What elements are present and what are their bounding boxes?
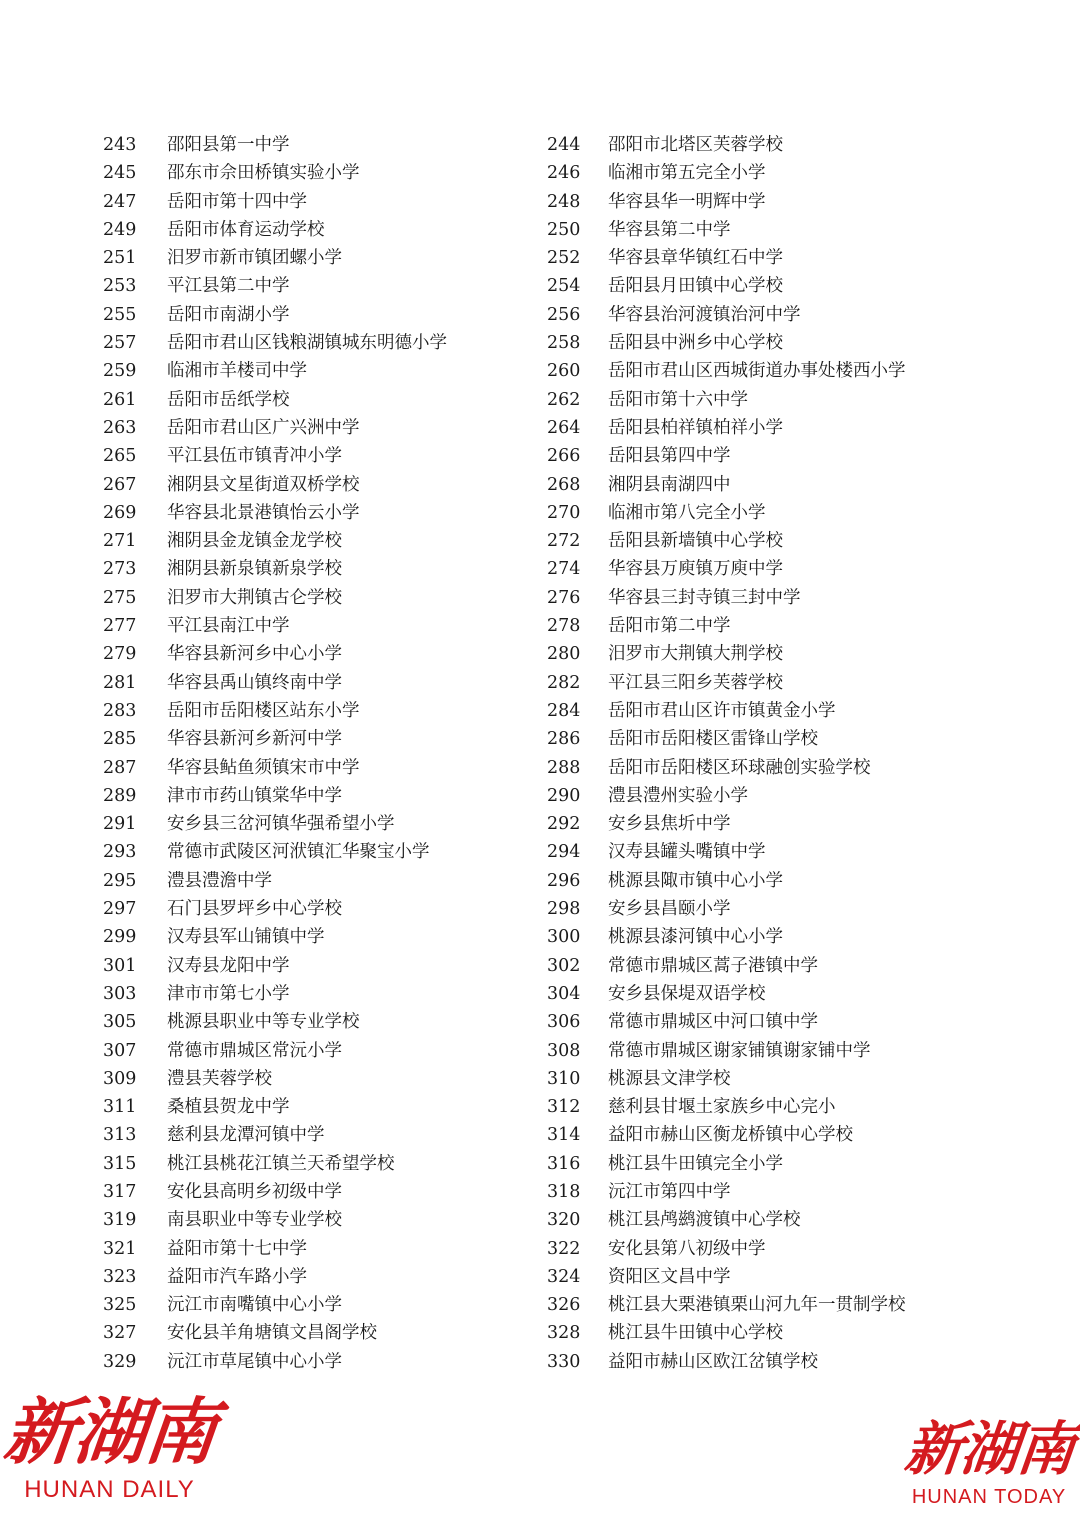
list-row: [0, 838, 1080, 866]
school-name: 岳阳市君山区广兴洲中学: [167, 417, 360, 438]
list-row: [0, 923, 1080, 951]
school-name: 临湘市第五完全小学: [608, 163, 766, 184]
school-name: 平江县三阳乡芙蓉学校: [608, 672, 783, 693]
school-name: 湘阴县南湖四中: [608, 474, 731, 495]
item-number: 325: [103, 1295, 137, 1316]
school-name: 岳阳市君山区钱粮湖镇城东明德小学: [167, 333, 447, 354]
list-row: [0, 1206, 1080, 1234]
school-name: 邵阳市北塔区芙蓉学校: [608, 135, 783, 155]
item-number: 272: [547, 531, 581, 552]
school-name: 湘阴县金龙镇金龙学校: [167, 531, 342, 552]
list-item: [0, 1291, 1080, 1319]
school-name: 汉寿县龙阳中学: [167, 955, 290, 976]
list-item: [0, 188, 1080, 216]
list-row: [0, 1093, 1080, 1121]
logo-left-english: HUNAN DAILY: [24, 1476, 195, 1503]
list-row: [0, 244, 1080, 272]
school-name: 沅江市第四中学: [608, 1181, 731, 1202]
list-row: [0, 1150, 1080, 1178]
item-number: 306: [547, 1012, 581, 1033]
school-name: 湘阴县新泉镇新泉学校: [167, 559, 342, 580]
item-number: 253: [103, 276, 137, 297]
school-name: 桃江县大栗港镇栗山河九年一贯制学校: [608, 1295, 906, 1316]
school-name: 桃源县陬市镇中心小学: [608, 870, 783, 891]
list-item: [0, 159, 1080, 187]
item-number: 318: [547, 1181, 581, 1202]
school-name: 邵东市佘田桥镇实验小学: [167, 163, 360, 184]
item-number: 328: [547, 1323, 581, 1344]
list-row: [0, 442, 1080, 470]
school-name: 沅江市南嘴镇中心小学: [167, 1295, 342, 1316]
list-item: [0, 669, 1080, 697]
list-row: [0, 895, 1080, 923]
school-name: 岳阳市第十四中学: [167, 191, 307, 212]
list-row: [0, 527, 1080, 555]
list-item: [0, 471, 1080, 499]
school-name: 岳阳市第二中学: [608, 616, 731, 637]
school-name: 安乡县三岔河镇华强希望小学: [167, 814, 395, 835]
list-row: [0, 471, 1080, 499]
school-name: 华容县三封寺镇三封中学: [608, 587, 801, 608]
item-number: 276: [547, 587, 581, 608]
list-row: [0, 499, 1080, 527]
list-row: [0, 867, 1080, 895]
item-number: 284: [547, 700, 581, 721]
school-name: 常德市武陵区河洑镇汇华聚宝小学: [167, 842, 430, 863]
item-number: 271: [103, 531, 137, 552]
list-item: [0, 1319, 1080, 1347]
item-number: 298: [547, 899, 581, 920]
item-number: 316: [547, 1153, 581, 1174]
list-item: [0, 895, 1080, 923]
item-number: 275: [103, 587, 137, 608]
list-row: [0, 386, 1080, 414]
item-number: 246: [547, 163, 581, 184]
list-item: [0, 442, 1080, 470]
list-row: [0, 1235, 1080, 1263]
list-item: [0, 612, 1080, 640]
item-number: 301: [103, 955, 137, 976]
school-name: 汉寿县罐头嘴镇中学: [608, 842, 766, 863]
school-name: 桃江县鸬鹚渡镇中心学校: [608, 1210, 801, 1231]
list-row: [0, 980, 1080, 1008]
school-name: 华容县华一明辉中学: [608, 191, 766, 212]
list-row: [0, 272, 1080, 300]
list-row: [0, 1291, 1080, 1319]
list-row: [0, 216, 1080, 244]
school-name: 桃源县漆河镇中心小学: [608, 927, 783, 948]
list-row: [0, 1121, 1080, 1149]
school-name: 湘阴县文星街道双桥学校: [167, 474, 360, 495]
school-name: 澧县芙蓉学校: [167, 1068, 272, 1089]
list-item: [0, 782, 1080, 810]
list-item: [0, 725, 1080, 753]
list-row: [0, 555, 1080, 583]
school-name: 常德市鼎城区蒿子港镇中学: [608, 955, 818, 976]
item-number: 250: [547, 219, 581, 240]
list-item: [0, 301, 1080, 329]
item-number: 288: [547, 757, 581, 778]
item-number: 244: [547, 135, 581, 155]
school-name: 安化县羊角塘镇文昌阁学校: [167, 1323, 377, 1344]
item-number: 296: [547, 870, 581, 891]
item-number: 255: [103, 304, 137, 325]
list-item: [0, 952, 1080, 980]
item-number: 251: [103, 248, 137, 269]
list-row: [0, 414, 1080, 442]
school-name: 津市市药山镇棠华中学: [167, 785, 342, 806]
school-name: 桃江县桃花江镇兰天希望学校: [167, 1153, 395, 1174]
item-number: 283: [103, 700, 137, 721]
item-number: 326: [547, 1295, 581, 1316]
school-name: 常德市鼎城区谢家铺镇谢家铺中学: [608, 1040, 871, 1061]
school-name: 资阳区文昌中学: [608, 1266, 731, 1287]
school-name: 汨罗市大荆镇大荆学校: [608, 644, 783, 665]
item-number: 314: [547, 1125, 581, 1146]
item-number: 243: [103, 135, 137, 155]
item-number: 247: [103, 191, 137, 212]
item-number: 308: [547, 1040, 581, 1061]
school-name: 华容县治河渡镇治河中学: [608, 304, 801, 325]
item-number: 274: [547, 559, 581, 580]
list-item: [0, 838, 1080, 866]
item-number: 310: [547, 1068, 581, 1089]
school-name: 华容县新河乡新河中学: [167, 729, 342, 750]
list-item: [0, 357, 1080, 385]
school-name: 岳阳市南湖小学: [167, 304, 290, 325]
list-item: [0, 697, 1080, 725]
school-name: 岳阳市体育运动学校: [167, 219, 325, 240]
list-item: [0, 1206, 1080, 1234]
item-number: 293: [103, 842, 137, 863]
school-name: 安乡县焦圻中学: [608, 814, 731, 835]
list-row: [0, 584, 1080, 612]
item-number: 319: [103, 1210, 137, 1231]
item-number: 289: [103, 785, 137, 806]
school-name: 岳阳市君山区西城街道办事处楼西小学: [608, 361, 906, 382]
list-item: [0, 923, 1080, 951]
logo-left-chinese: 新湖南: [0, 1389, 220, 1474]
item-number: 248: [547, 191, 581, 212]
school-name: 益阳市赫山区欧江岔镇学校: [608, 1351, 818, 1372]
school-name: 安乡县保堤双语学校: [608, 983, 766, 1004]
list-row: [0, 782, 1080, 810]
list-item: [0, 131, 1080, 159]
item-number: 268: [547, 474, 581, 495]
item-number: 330: [547, 1351, 581, 1372]
list-item: [0, 1121, 1080, 1149]
item-number: 287: [103, 757, 137, 778]
list-row: [0, 301, 1080, 329]
list-row: [0, 329, 1080, 357]
school-name: 华容县新河乡中心小学: [167, 644, 342, 665]
school-name: 平江县第二中学: [167, 276, 290, 297]
item-number: 262: [547, 389, 581, 410]
list-item: [0, 216, 1080, 244]
list-row: [0, 1008, 1080, 1036]
item-number: 282: [547, 672, 581, 693]
list-item: [0, 329, 1080, 357]
list-item: [0, 1065, 1080, 1093]
list-item: [0, 244, 1080, 272]
list-row: [0, 669, 1080, 697]
school-name: 津市市第七小学: [167, 983, 290, 1004]
item-number: 266: [547, 446, 581, 467]
list-item: [0, 640, 1080, 668]
item-number: 264: [547, 417, 581, 438]
list-row: [0, 1319, 1080, 1347]
item-number: 324: [547, 1266, 581, 1287]
school-name: 慈利县龙潭河镇中学: [167, 1125, 325, 1146]
school-name: 华容县第二中学: [608, 219, 731, 240]
school-name: 石门县罗坪乡中心学校: [167, 899, 342, 920]
list-row: [0, 1037, 1080, 1065]
school-name: 安乡县昌颐小学: [608, 899, 731, 920]
item-number: 320: [547, 1210, 581, 1231]
item-number: 252: [547, 248, 581, 269]
list-row: [0, 131, 1080, 159]
list-row: [0, 1263, 1080, 1291]
item-number: 323: [103, 1266, 137, 1287]
school-name: 岳阳县第四中学: [608, 446, 731, 467]
list-row: [0, 1178, 1080, 1206]
school-name: 临湘市第八完全小学: [608, 502, 766, 523]
item-number: 313: [103, 1125, 137, 1146]
school-name: 益阳市赫山区衡龙桥镇中心学校: [608, 1125, 853, 1146]
list-item: [0, 414, 1080, 442]
item-number: 258: [547, 333, 581, 354]
school-name: 岳阳市岳纸学校: [167, 389, 290, 410]
school-name: 岳阳市岳阳楼区雷锋山学校: [608, 729, 818, 750]
list-item: [0, 272, 1080, 300]
list-item: [0, 1037, 1080, 1065]
list-row: [0, 640, 1080, 668]
list-item: [0, 1348, 1080, 1376]
item-number: 273: [103, 559, 137, 580]
school-name: 南县职业中等专业学校: [167, 1210, 342, 1231]
list-item: [0, 584, 1080, 612]
school-name: 岳阳县柏祥镇柏祥小学: [608, 417, 783, 438]
item-number: 267: [103, 474, 137, 495]
school-name: 澧县澧澹中学: [167, 870, 272, 891]
school-name: 汨罗市新市镇团螺小学: [167, 248, 342, 269]
list-row: [0, 188, 1080, 216]
list-row: [0, 1065, 1080, 1093]
school-name: 平江县伍市镇青冲小学: [167, 446, 342, 467]
item-number: 329: [103, 1351, 137, 1372]
list-item: [0, 1235, 1080, 1263]
school-name: 邵阳县第一中学: [167, 135, 290, 155]
list-row: [0, 952, 1080, 980]
school-name: 华容县万庾镇万庾中学: [608, 559, 783, 580]
school-name: 岳阳市岳阳楼区环球融创实验学校: [608, 757, 871, 778]
item-number: 322: [547, 1238, 581, 1259]
hunan-today-logo: [900, 1415, 1078, 1509]
item-number: 302: [547, 955, 581, 976]
school-name: 桃江县牛田镇完全小学: [608, 1153, 783, 1174]
list-item: [0, 1178, 1080, 1206]
item-number: 245: [103, 163, 137, 184]
school-name: 桃源县职业中等专业学校: [167, 1012, 360, 1033]
item-number: 290: [547, 785, 581, 806]
list-item: [0, 499, 1080, 527]
list-row: [0, 697, 1080, 725]
school-name: 澧县澧州实验小学: [608, 785, 748, 806]
item-number: 291: [103, 814, 137, 835]
list-row: [0, 612, 1080, 640]
school-name: 慈利县甘堰土家族乡中心完小: [608, 1097, 836, 1118]
item-number: 260: [547, 361, 581, 382]
school-name: 汨罗市大荆镇古仑学校: [167, 587, 342, 608]
item-number: 315: [103, 1153, 137, 1174]
school-name: 安化县高明乡初级中学: [167, 1181, 342, 1202]
item-number: 303: [103, 983, 137, 1004]
school-name: 汉寿县军山铺镇中学: [167, 927, 325, 948]
list-item: [0, 754, 1080, 782]
logo-right-chinese: 新湖南: [901, 1415, 1077, 1483]
list-item: [0, 527, 1080, 555]
item-number: 249: [103, 219, 137, 240]
school-name: 岳阳市岳阳楼区站东小学: [167, 700, 360, 721]
school-name: 华容县鲇鱼须镇宋市中学: [167, 757, 360, 778]
item-number: 261: [103, 389, 137, 410]
list-row: [0, 1348, 1080, 1376]
item-number: 259: [103, 361, 137, 382]
school-name: 岳阳市君山区许市镇黄金小学: [608, 700, 836, 721]
item-number: 312: [547, 1097, 581, 1118]
item-number: 299: [103, 927, 137, 948]
school-name: 桃源县文津学校: [608, 1068, 731, 1089]
item-number: 307: [103, 1040, 137, 1061]
school-name: 岳阳县月田镇中心学校: [608, 276, 783, 297]
item-number: 321: [103, 1238, 137, 1259]
item-number: 311: [103, 1097, 137, 1118]
list-item: [0, 555, 1080, 583]
item-number: 281: [103, 672, 137, 693]
item-number: 292: [547, 814, 581, 835]
list-row: [0, 357, 1080, 385]
list-item: [0, 867, 1080, 895]
list-item: [0, 810, 1080, 838]
list-row: [0, 725, 1080, 753]
item-number: 297: [103, 899, 137, 920]
school-name: 华容县禹山镇终南中学: [167, 672, 342, 693]
list-row: [0, 754, 1080, 782]
list-item: [0, 1093, 1080, 1121]
item-number: 305: [103, 1012, 137, 1033]
item-number: 279: [103, 644, 137, 665]
list-item: [0, 386, 1080, 414]
item-number: 327: [103, 1323, 137, 1344]
item-number: 309: [103, 1068, 137, 1089]
school-name: 临湘市羊楼司中学: [167, 361, 307, 382]
item-number: 295: [103, 870, 137, 891]
item-number: 278: [547, 616, 581, 637]
list-item: [0, 1008, 1080, 1036]
list-item: [0, 1150, 1080, 1178]
school-name: 常德市鼎城区常沅小学: [167, 1040, 342, 1061]
school-name: 沅江市草尾镇中心小学: [167, 1351, 342, 1372]
item-number: 304: [547, 983, 581, 1004]
school-name: 益阳市汽车路小学: [167, 1266, 307, 1287]
item-number: 317: [103, 1181, 137, 1202]
list-item: [0, 980, 1080, 1008]
list-row: [0, 159, 1080, 187]
item-number: 254: [547, 276, 581, 297]
item-number: 270: [547, 502, 581, 523]
item-number: 269: [103, 502, 137, 523]
school-name: 岳阳县新墙镇中心学校: [608, 531, 783, 552]
school-name: 桑植县贺龙中学: [167, 1097, 290, 1118]
item-number: 277: [103, 616, 137, 637]
item-number: 280: [547, 644, 581, 665]
school-name: 岳阳市第十六中学: [608, 389, 748, 410]
item-number: 263: [103, 417, 137, 438]
list-item: [0, 1263, 1080, 1291]
school-name: 益阳市第十七中学: [167, 1238, 307, 1259]
item-number: 286: [547, 729, 581, 750]
item-number: 256: [547, 304, 581, 325]
school-list: [0, 131, 1080, 1376]
item-number: 294: [547, 842, 581, 863]
item-number: 257: [103, 333, 137, 354]
school-name: 平江县南江中学: [167, 616, 290, 637]
school-name: 安化县第八初级中学: [608, 1238, 766, 1259]
school-name: 岳阳县中洲乡中心学校: [608, 333, 783, 354]
item-number: 265: [103, 446, 137, 467]
school-name: 华容县北景港镇怡云小学: [167, 502, 360, 523]
school-name: 桃江县牛田镇中心学校: [608, 1323, 783, 1344]
logo-right-english: HUNAN TODAY: [911, 1486, 1067, 1508]
school-name: 华容县章华镇红石中学: [608, 248, 783, 269]
list-row: [0, 810, 1080, 838]
school-name: 常德市鼎城区中河口镇中学: [608, 1012, 818, 1033]
hunan-daily-logo: [0, 1389, 220, 1504]
item-number: 300: [547, 927, 581, 948]
item-number: 285: [103, 729, 137, 750]
